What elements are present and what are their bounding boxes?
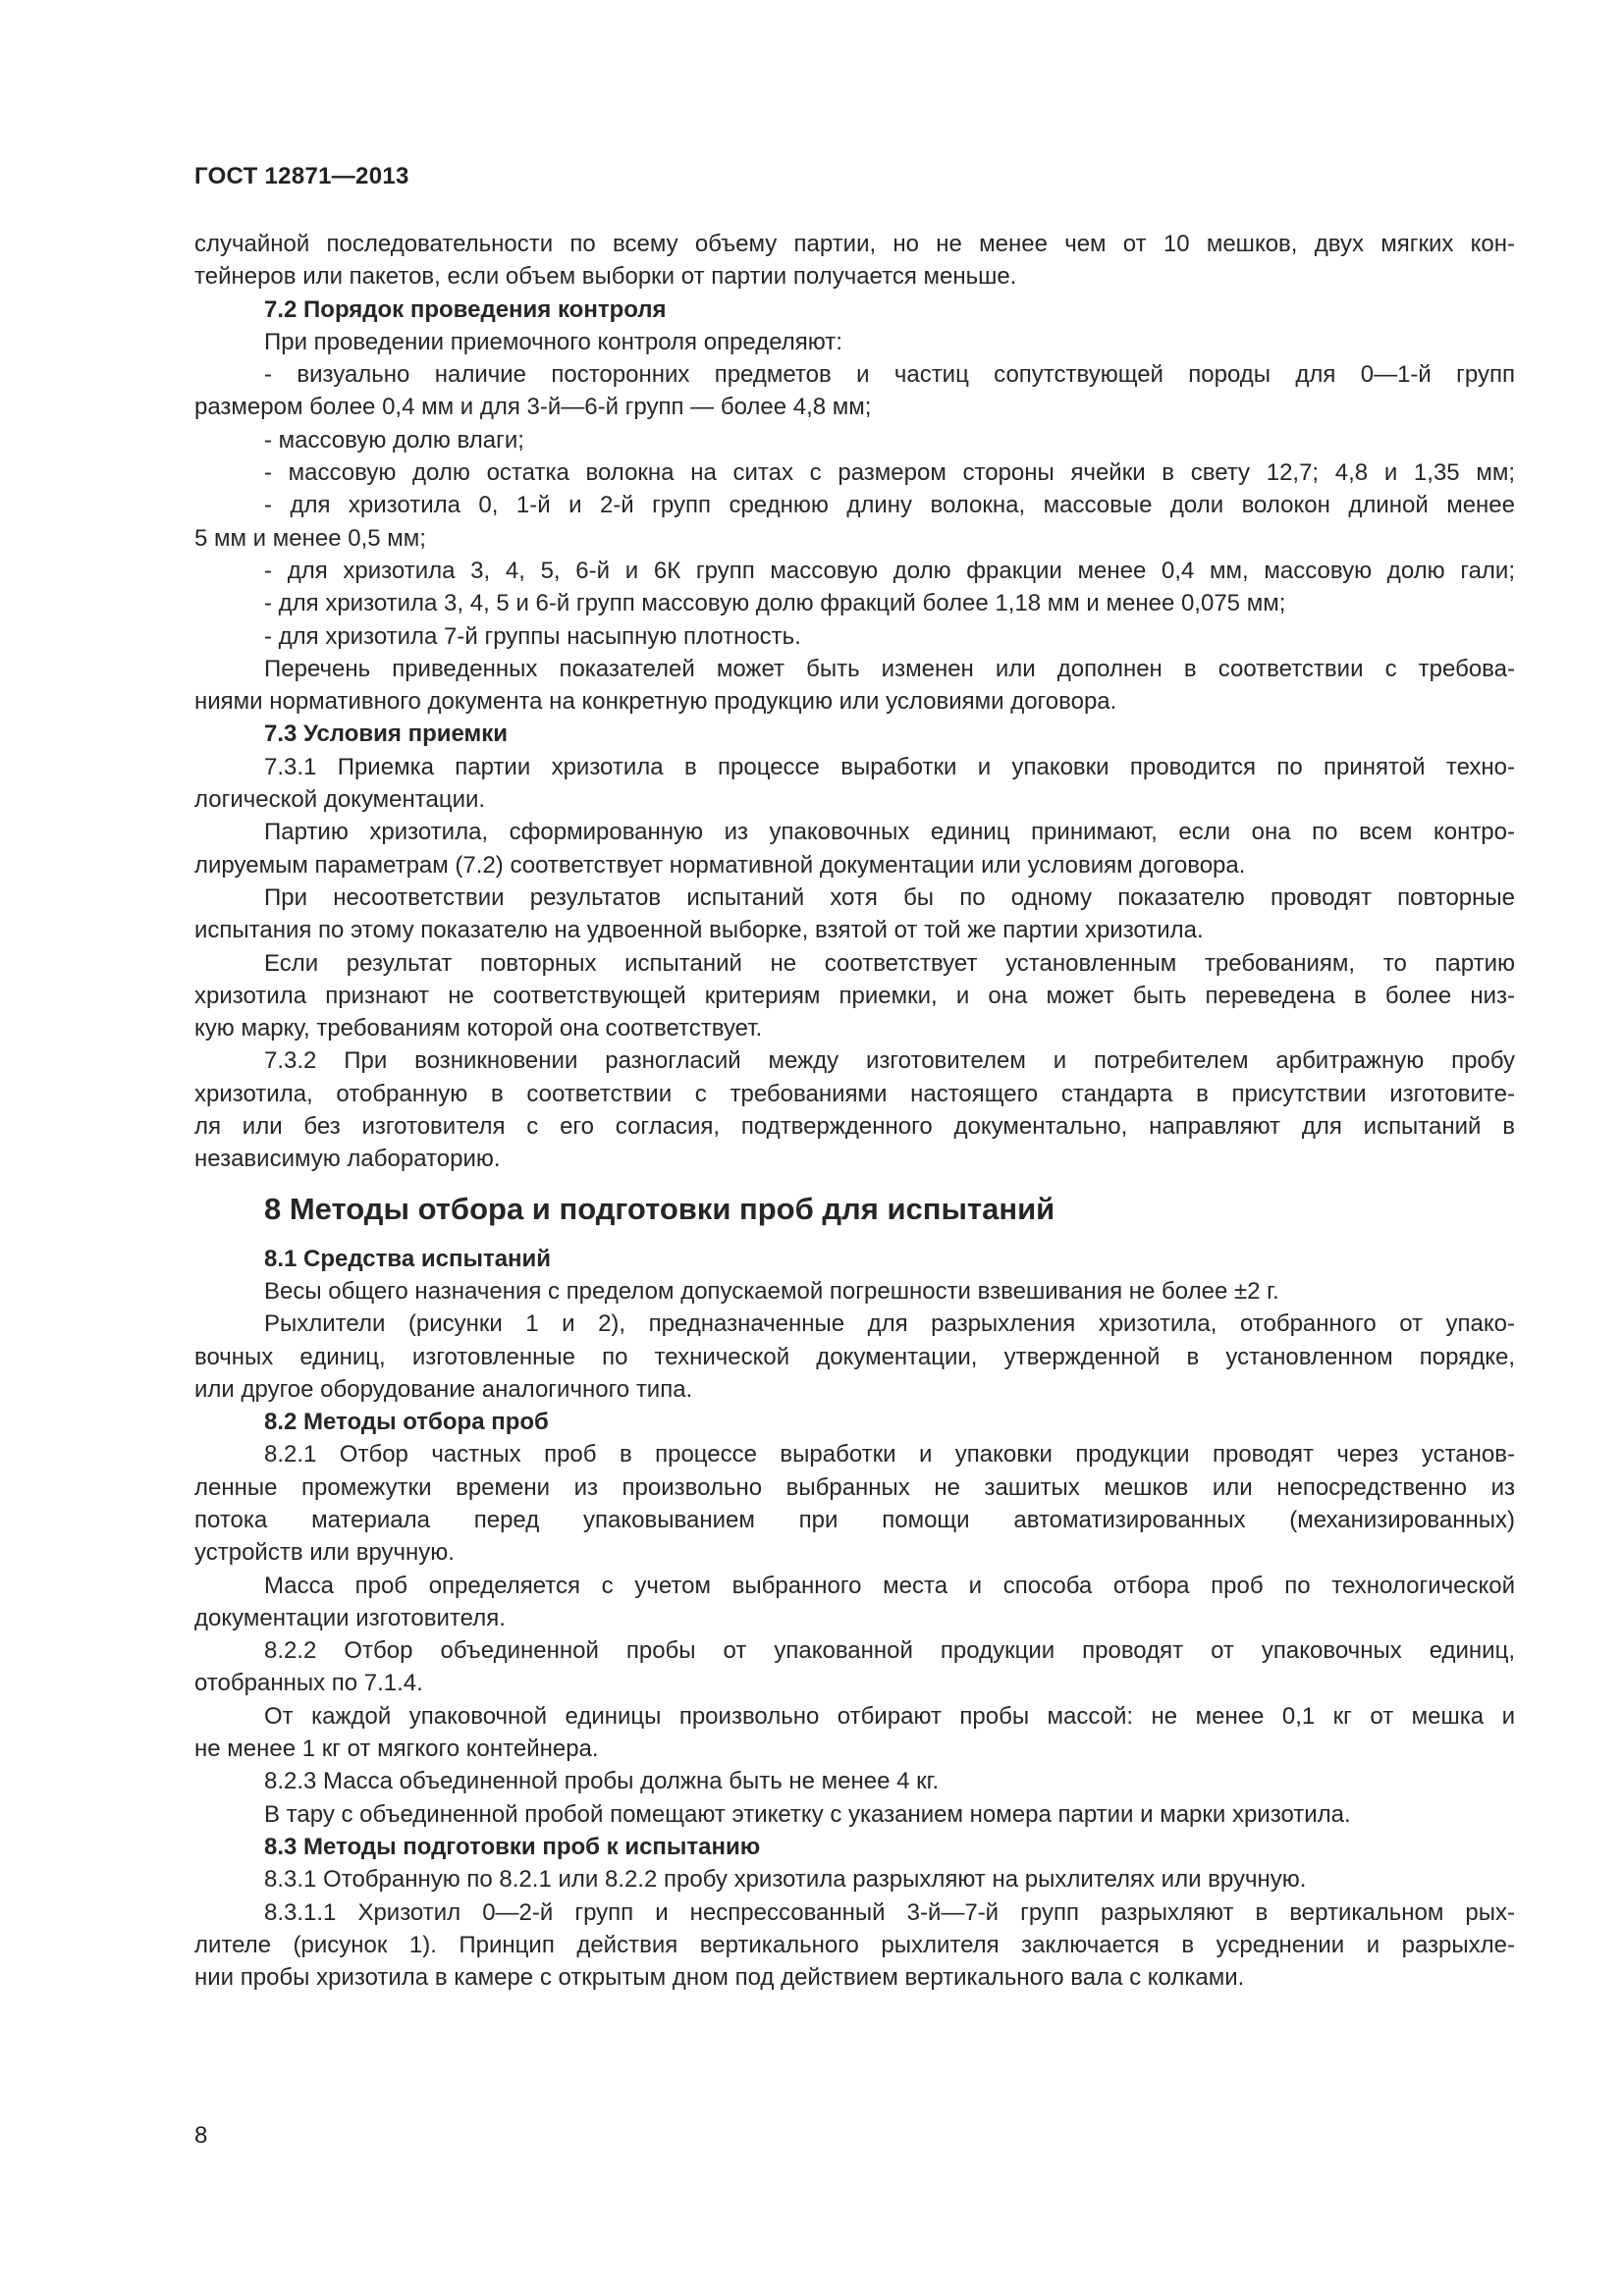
text-line: ля или без изготовителя с его согласия, подтвержденного документально, направляют для испытаний в [194, 1113, 1515, 1141]
text-line: размером более 0,4 мм и для 3-й—6-й групп — более 4,8 мм; [194, 394, 872, 421]
text-line: логической документации. [194, 786, 486, 814]
text-line: - визуально наличие посторонних предметов и частиц сопутствующей породы для 0—1-й групп [264, 361, 1515, 389]
subsection-heading: 8.1 Средства испытаний [264, 1245, 552, 1272]
text-line: От каждой упаковочной единицы произвольно отбирают пробы массой: не менее 0,1 кг от мешка и [264, 1702, 1515, 1730]
document-header: ГОСТ 12871—2013 [194, 163, 409, 189]
text-line: - массовую долю остатка волокна на ситах с размером стороны ячейки в свету 12,7; 4,8 и 1,35 мм; [264, 459, 1515, 487]
text-line: - массовую долю влаги; [264, 426, 524, 454]
text-line: Перечень приведенных показателей может быть изменен или дополнен в соответствии с требова- [264, 655, 1515, 682]
text-line: 7.3.1 Приемка партии хризотила в процессе выработки и упаковки проводится по принятой техно- [264, 753, 1515, 780]
text-line: не менее 1 кг от мягкого контейнера. [194, 1735, 599, 1763]
text-line: В тару с объединенной пробой помещают этикетку с указанием номера партии и марки хризотила. [264, 1800, 1351, 1828]
text-line: Весы общего назначения с пределом допускаемой погрешности взвешивания не более ±2 г. [264, 1277, 1279, 1305]
subsection-heading: 7.2 Порядок проведения контроля [264, 295, 667, 323]
text-line: лителе (рисунок 1). Принцип действия вертикального рыхлителя заключается в усреднении и разрыхле- [194, 1931, 1515, 1958]
document-body [194, 228, 1515, 1994]
text-line: 8.2.2 Отбор объединенной пробы от упакованной продукции проводят от упаковочных единиц, [264, 1637, 1515, 1665]
text-line: кую марку, требованиям которой она соответствует. [194, 1015, 763, 1042]
text-line: документации изготовителя. [194, 1604, 506, 1631]
text-line: - для хризотила 3, 4, 5 и 6-й групп массовую долю фракций более 1,18 мм и менее 0,075 мм; [264, 590, 1286, 617]
text-line: 5 мм и менее 0,5 мм; [194, 524, 426, 552]
text-line: Партию хризотила, сформированную из упаковочных единиц принимают, если она по всем контро- [264, 819, 1515, 846]
text-line: независимую лабораторию. [194, 1146, 501, 1173]
text-line: испытания по этому показателю на удвоенной выборке, взятой от той же партии хризотила. [194, 917, 1204, 944]
subsection-heading: 7.3 Условия приемки [264, 721, 509, 748]
text-line: отобранных по 7.1.4. [194, 1670, 423, 1697]
text-line: ленные промежутки времени из произвольно выбранных не зашитых мешков или непосредственно из [194, 1473, 1515, 1501]
text-line: потока материала перед упаковыванием при помощи автоматизированных (механизированных) [194, 1506, 1515, 1533]
text-line: нии пробы хризотила в камере с открытым дном под действием вертикального вала с колками. [194, 1964, 1245, 1992]
text-line: При несоответствии результатов испытаний хотя бы по одному показателю проводят повторные [264, 883, 1515, 911]
text-line: 8.2.3 Масса объединенной пробы должна быть не менее 4 кг. [264, 1768, 940, 1795]
text-line: При проведении приемочного контроля определяют: [264, 328, 842, 355]
text-line: Масса проб определяется с учетом выбранного места и способа отбора проб по технологической [264, 1572, 1515, 1599]
text-line: устройств или вручную. [194, 1539, 455, 1567]
text-line: - для хризотила 0, 1-й и 2-й групп среднюю длину волокна, массовые доли волокон длиной менее [264, 492, 1515, 519]
subsection-heading: 8.2 Методы отбора проб [264, 1409, 549, 1436]
text-line: Если результат повторных испытаний не соответствует установленным требованиям, то партию [264, 949, 1515, 977]
text-line: тейнеров или пакетов, если объем выборки от партии получается меньше. [194, 263, 1017, 291]
text-line: 7.3.2 При возникновении разногласий между изготовителем и потребителем арбитражную пробу [264, 1047, 1515, 1075]
text-line: 8.3.1.1 Хризотил 0—2-й групп и неспрессованный 3-й—7-й групп разрыхляют в вертикальном рых- [264, 1898, 1515, 1926]
text-line: хризотила признают не соответствующей критериям приемки, и она может быть переведена в более низ- [194, 982, 1515, 1009]
text-line: лируемым параметрам (7.2) соответствует нормативной документации или условиям договора. [194, 851, 1246, 879]
page-number: 8 [194, 2122, 208, 2149]
text-line: - для хризотила 3, 4, 5, 6-й и 6К групп массовую долю фракции менее 0,4 мм, массовую долю гали; [264, 557, 1515, 584]
text-line: 8.2.1 Отбор частных проб в процессе выработки и упаковки продукции проводят через установ- [264, 1441, 1515, 1468]
text-line: случайной последовательности по всему объему партии, но не менее чем от 10 мешков, двух мягких кон- [194, 231, 1515, 257]
text-line: - для хризотила 7-й группы насыпную плотность. [264, 622, 801, 650]
text-line: Рыхлители (рисунки 1 и 2), предназначенные для разрыхления хризотила, отобранного от упако- [264, 1310, 1515, 1338]
text-line: хризотила, отобранную в соответствии с требованиями настоящего стандарта в присутствии изготовите- [194, 1080, 1515, 1107]
text-line: ниями нормативного документа на конкретную продукцию или условиями договора. [194, 688, 1117, 716]
text-line: вочных единиц, изготовленные по технической документации, утвержденной в установленном порядке, [194, 1343, 1515, 1370]
subsection-heading: 8.3 Методы подготовки проб к испытанию [264, 1833, 761, 1860]
section-heading: 8 Методы отбора и подготовки проб для испытаний [264, 1191, 1055, 1226]
text-line: 8.3.1 Отобранную по 8.2.1 или 8.2.2 пробу хризотила разрыхляют на рыхлителях или вручную. [264, 1866, 1307, 1894]
text-line: или другое оборудование аналогичного типа. [194, 1375, 693, 1403]
